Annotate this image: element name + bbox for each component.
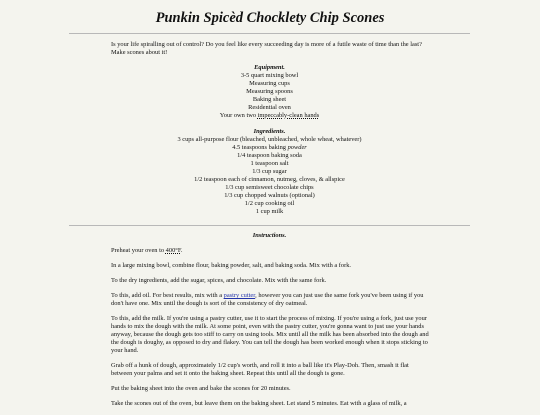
equipment-section <box>69 64 470 120</box>
equipment-item: Measuring cups <box>249 80 290 87</box>
equipment-hands-prefix: Your own two <box>219 112 258 119</box>
baking-powder-emphasis: powder <box>287 144 307 151</box>
step-add-oil <box>111 292 429 308</box>
ingredient-item: 1 cup milk <box>255 208 284 215</box>
step-add-milk: To this, add the milk. If you're using a pastry cutter, use it to start the process of mixing. If you're using a fork, just use your hands to mix the dough with the milk. At some point, even with the pastry cutter, you're gonna want to just use your hands anyway, because the dough gets too stiff to carry on using tools. Mix until all the milk has been absorbed into the dough and the dough is doughy, as opposed to dry and flakey. You can tell the dough has been worked enough when it stops sticking to your hand. <box>111 315 429 354</box>
baking-powder-prefix: 4.5 teaspoons baking <box>232 144 288 151</box>
divider-instructions <box>69 225 470 226</box>
equipment-item: 3-5 quart mixing bowl <box>240 72 299 79</box>
divider-top <box>69 33 470 34</box>
ingredient-item: 1/2 teaspoon each of cinnamon, nutmeg, cloves, & allspice <box>194 176 345 183</box>
equipment-item-hands <box>69 112 470 120</box>
page-title: Punkin Spicèd Chocklety Chip Scones <box>155 10 385 26</box>
preheat-suffix: . <box>180 247 183 254</box>
ingredient-item: 1 teaspoon salt <box>250 160 289 167</box>
ingredient-item: 1/2 cup cooking oil <box>244 200 295 207</box>
step-bake: Put the baking sheet into the oven and bake the scones for 20 minutes. <box>111 385 291 392</box>
equipment-item: Residential oven <box>248 104 291 111</box>
equipment-heading: Equipment. <box>254 64 285 71</box>
ingredient-item: 1/3 cup chopped walnuts (optional) <box>224 192 315 199</box>
ingredient-item: 1/3 cup sugar <box>252 168 287 175</box>
add-oil-prefix: To this, add oil. For best results, mix with a <box>111 292 224 299</box>
equipment-item: Measuring spoons <box>246 88 293 95</box>
equipment-item: Baking sheet <box>252 96 287 103</box>
hands-link[interactable]: impeccably-clean hands <box>257 112 320 119</box>
instructions-heading: Instructions. <box>252 232 287 239</box>
ingredient-item: 1/3 cup semisweet chocolate chips <box>225 184 314 191</box>
step-combine-dry: In a large mixing bowl, combine flour, baking powder, salt, and baking soda. Mix with a fork. <box>111 262 352 269</box>
oven-temp-link[interactable]: 400°F <box>165 247 181 254</box>
step-shape-dough: Grab off a hunk of dough, approximately 1/2 cup's worth, and roll it into a ball like it's Play-Doh. Then, smash it flat between your palms and set it onto the baking sheet. Repeat this until all the dough is gone. <box>111 362 409 377</box>
ingredients-heading: Ingredients. <box>253 128 286 135</box>
instructions-steps <box>111 247 429 415</box>
ingredient-item: 3 cups all-purpose flour (bleached, unbleached, whole wheat, whatever) <box>177 136 362 143</box>
step-preheat <box>111 247 429 255</box>
add-oil-suffix: , however you can just use the same fork you've been using if you don't have one. Mix until the dough is sort of the consistency of dry oatmeal. <box>111 292 424 307</box>
step-add-sugar: To the dry ingredients, add the sugar, spices, and chocolate. Mix with the same fork. <box>111 277 327 284</box>
ingredient-item: 1/4 teaspoon baking soda <box>237 152 302 159</box>
step-serve: Take the scones out of the oven, but leave them on the baking sheet. Let stand 5 minutes. Eat with a glass of milk, a <box>111 400 407 407</box>
preheat-prefix: Preheat your oven to <box>111 247 166 254</box>
intro-paragraph: Is your life spiralling out of control? Do you feel like every succeeding day is more of a futile waste of time than the last? Make scones about it! <box>111 41 422 56</box>
ingredients-section <box>69 128 470 216</box>
ingredient-item-baking-powder <box>69 144 470 152</box>
pastry-cutter-link[interactable]: pastry cutter <box>223 292 256 299</box>
